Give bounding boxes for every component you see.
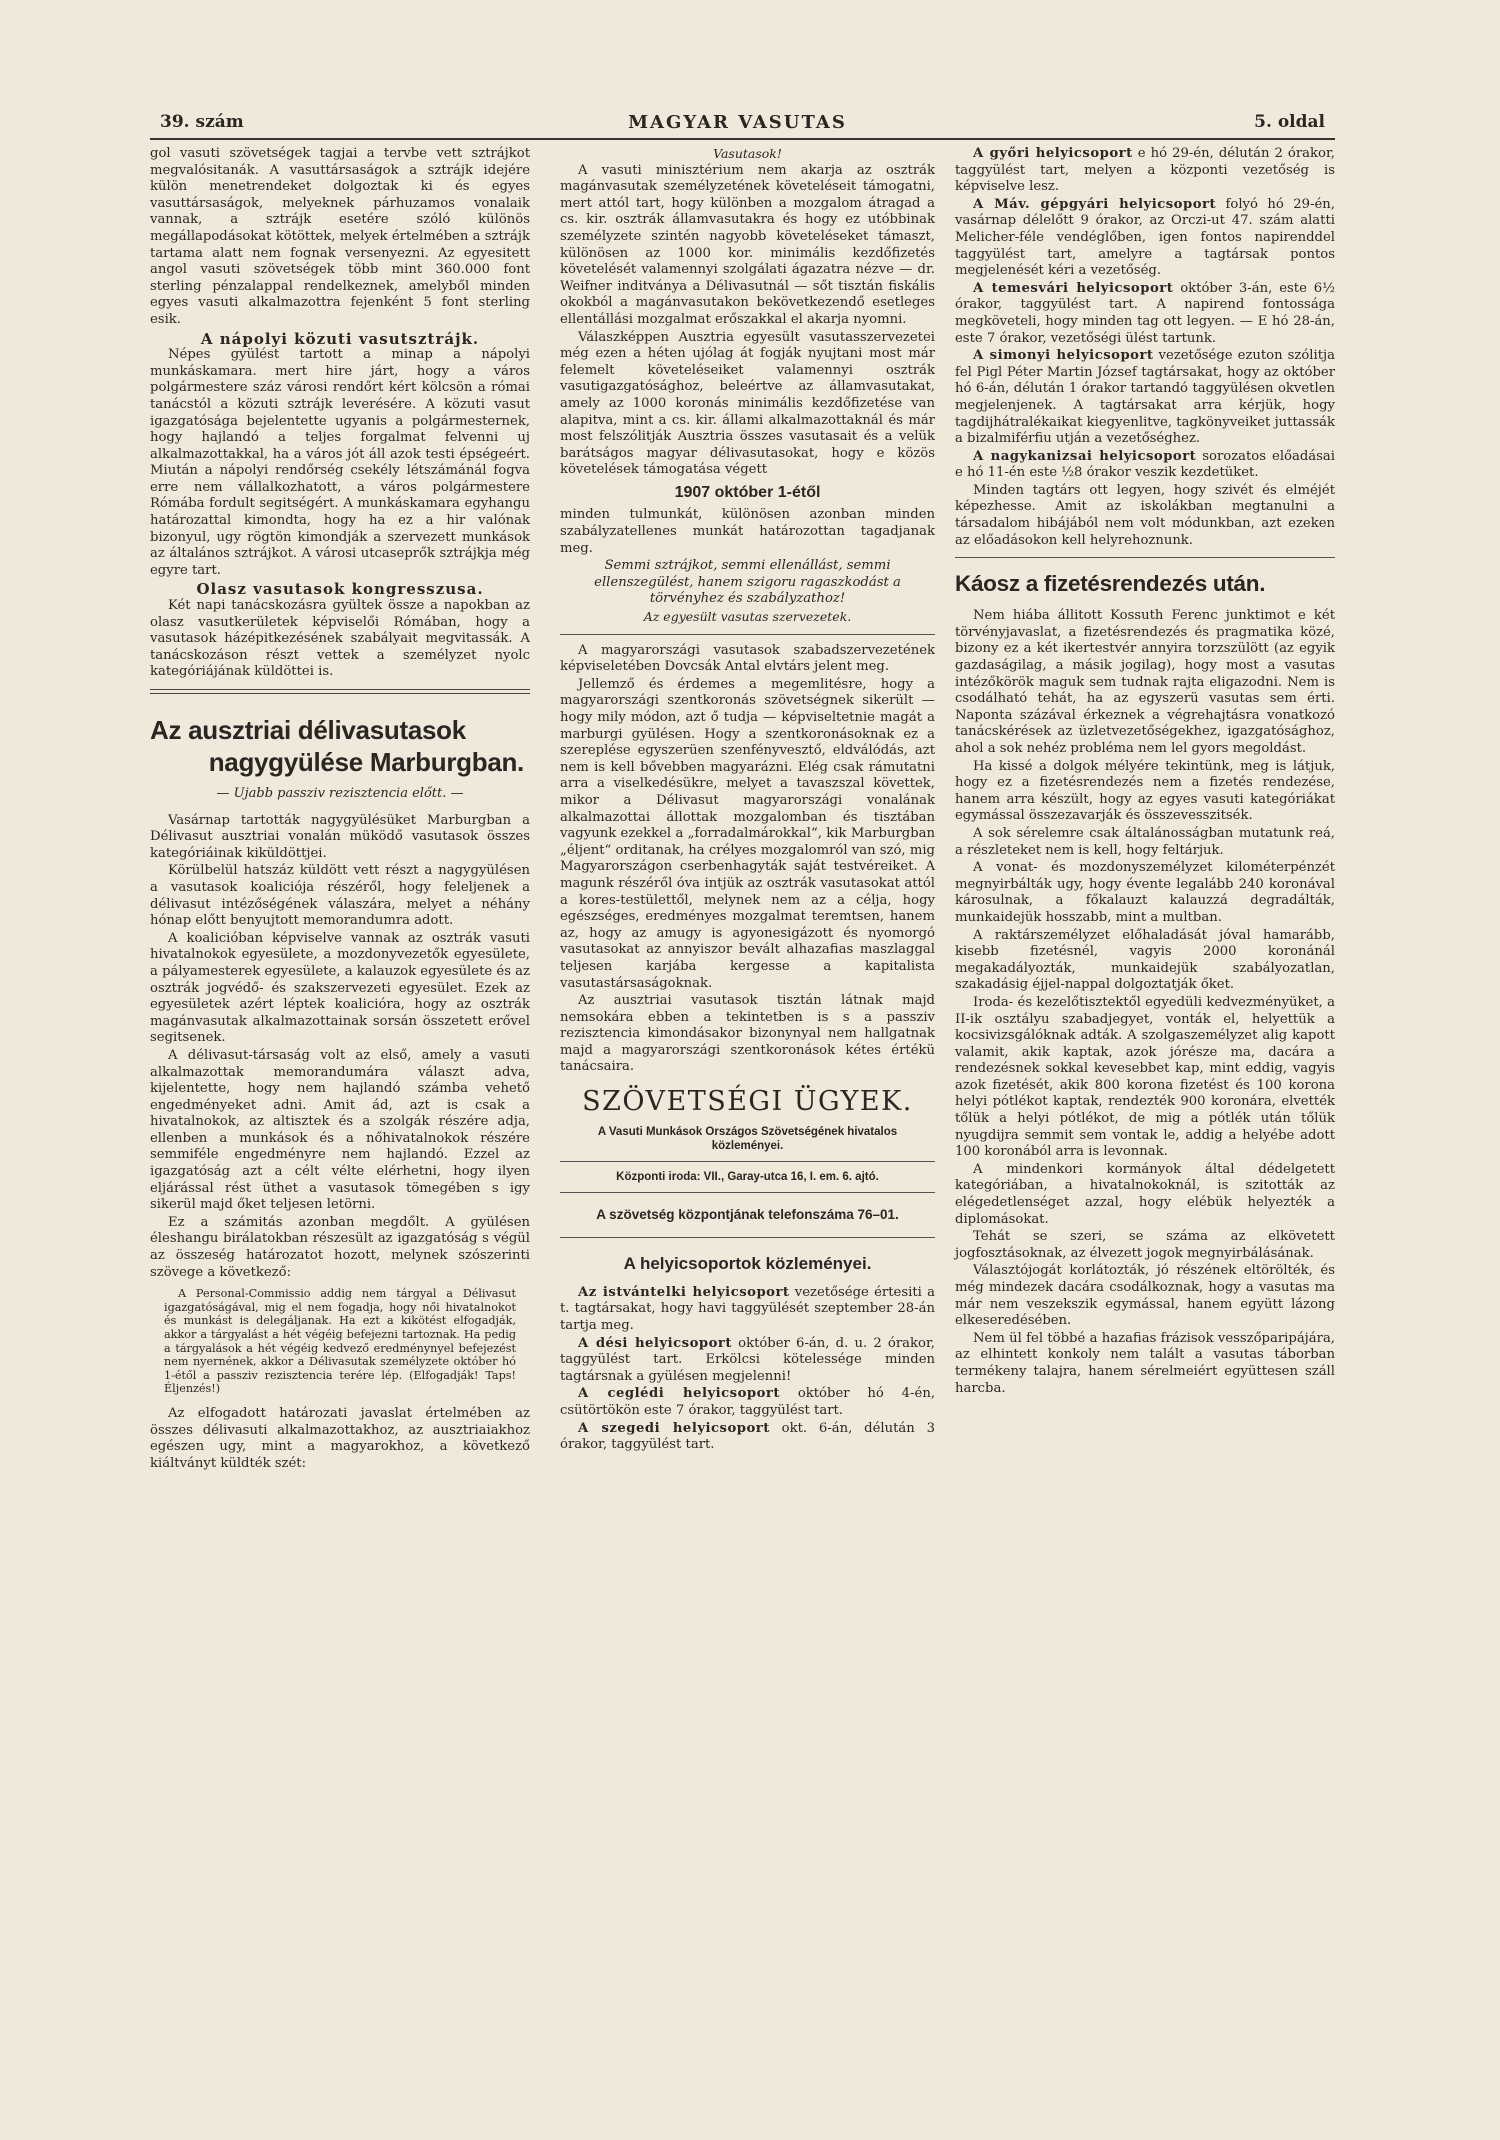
paragraph: A sok sérelemre csak általánosságban mutatunk reá, a részleteket nem is kell, hogy feltárjuk. — [955, 825, 1335, 858]
section-subtitle: A Vasuti Munkások Országos Szövetségének hivatalos közleményei. — [597, 1125, 898, 1152]
page-header — [150, 106, 1325, 136]
rule — [560, 1161, 935, 1162]
column-2 — [560, 146, 935, 1455]
group-name: A Máv. gépgyári helyicsoport — [973, 196, 1217, 212]
paragraph: A magyarországi vasutasok szabadszervezetének képviseletében Dovcsák Antal elvtárs jelent meg. — [560, 642, 935, 675]
article-dek: — Ujabb passziv rezisztencia előtt. — — [216, 786, 464, 801]
paragraph: Jellemző és érdemes a megemlitésre, hogy a magyarországi szentkoronás szövetségnek sikerült — hogy mily módon, azt ő tudja — képviseltetnie magát a marburgi gyülésen. Hogy a szentkoronásoknak ez a szereplése egyszerüen szenfényvesztő, eldválódás, azt nem is kell bővebben magyarázni. Elég csak rámutatni arra a viselkedésükre, melyet a tavaszszal követtek, mikor a Délivasut magyarországi vonalának alkalmazottai állottak mozgalomban és tisztában vagyunk ezekkel a „forradalmárokkal“, kik Marburgban „éljent“ orditanak, ha crélyes mozgalomról van szó, mig Magyarországon cserbenhagyták saját testvéreiket. A magunk részéről óva intjük az osztrák vasutasokat attól a kores-testülettől, melynek nem az a célja, hogy egészséges, eredményes mozgalmat teremtsen, hanem az, hogy az amugy is agyonesigázott és nyomorgó vasutasokat az annyiszor bevált alhazafias maszlaggal teljesen karjába kergesse a kapitalista vasutastársaságoknak. — [560, 676, 935, 991]
paragraph: Iroda- és kezelőtisztektől egyedüli kedvezményüket, a II-ik osztályu szabadjegyet, vonták el, helyettük a kocsivizsgálóknak adták. A szolgaszemélyzet alig kapott valamit, akik kaptak, azok jórésze ma, dacára a rendezésnek sokkal kevesebbet kap, mint eddig, vagyis azok fizetését, akik 800 korona fizetést és 100 korona helyi pótlékot kaptak, rendezték 900 koronára, elvették tőlük a helyi pótlékot, de mig a pótlék után tőlük nyugdijra semmit sem vontak le, addig a helyébe adott 100 koronából arra is levonnak. — [955, 994, 1335, 1160]
resolution-quote: A Personal-Commissio addig nem tárgyal a Délivasut igazgatóságával, mig el nem fogadja, hogy női hivatalnokot és munkást is delegáljanak. Ha ezt a kikötést elfogadják, akkor a tárgyalást a hét végéig befejezni tartoznak. Ha pedig a tárgyalások a hét végéig kedvező eredménynyel befejezést nem nyernének, akkor a Délivasutak személyzete október hó 1-étől a passziv rezisztencia terére lép. (Elfogadják! Taps! Éljenzés!) — [164, 1287, 516, 1396]
group-name: A dési helyicsoport — [578, 1335, 732, 1351]
group-notice: október 3-án, este 6½ órakor, taggyülést tart. A napirend fontossága megköveteli, hogy minden tag ott legyen. — E hó 28-án, este 7 órakor, vezetőségi ülést tartunk. — [955, 280, 1335, 346]
group-notice: sorozatos előadásai e hó 11-én este ½8 órakor veszik kezdetüket. — [955, 448, 1335, 481]
proclamation-salutation: Vasutasok! — [713, 146, 782, 161]
header-rule — [150, 138, 1335, 140]
paragraph: A délivasut-társaság volt az első, amely a vasuti alkalmazottak memorandumára választ adva, kijelentette, hogy nem hajlandó számba vehető engedményeket adni. Amit ád, azt is csak a hivatalnokok, az altisztek és a szolgák részére adja, ellenben a munkások és a nőhivatalnokok részére semmiféle engedményre nem hajlandó. Ezzel az igazgatóság azt a célt vélte elérhetni, hogy ilyen eljárással rést üthet a vasutasok tömegében s igy sikerül majd őket teljesen letörni. — [150, 1047, 530, 1213]
subheading-olasz: Olasz vasutasok kongresszusa. — [196, 580, 484, 599]
slogan: Semmi sztrájkot, semmi ellenállást, semmi ellenszegülést, hanem szigoru ragaszkodást a törvényhez és szabályzathoz! — [594, 558, 901, 607]
group-notice: okt. 6-án, délután 3 órakor, taggyülést tart. — [560, 1420, 935, 1453]
paragraph: Az elfogadott határozati javaslat értelmében az összes délivasuti alkalmazottakhoz, az ausztriaiakhoz egészen ugy, mint a magyarokhoz, a következő kiáltványt küldték szét: — [150, 1405, 530, 1471]
column-1 — [150, 146, 530, 1473]
rule — [955, 557, 1335, 558]
group-name: A szegedi helyicsoport — [578, 1420, 770, 1436]
newspaper-title: MAGYAR VASUTAS — [628, 112, 847, 133]
proclamation-signature: Az egyesült vasutas szervezetek. — [643, 609, 852, 625]
office-address: Központi iroda: VII., Garay-utca 16, I. em. 6. ajtó. — [616, 1170, 879, 1183]
paragraph: Népes gyülést tartott a minap a nápolyi munkáskamara. mert hire járt, hogy a város polgármestere száz városi rendőrt kért kölcsön a római tanácstól a közuti sztrájk leverésére. A közuti vasut igazgatósága bejelentette ugyanis a polgármesternek, hogy hajlandó a teljes forgalmat felvenni uj alkalmazottakkal, ha a város jót áll azok testi épségeért. Miután a nápolyi rendőrség csekély létszámánál fogva erre nem vállalkozhatott, a város polgármestere Rómába fordult segitségért. A munkáskamara egyhangu határozattal kimondta, hogy ha ez a hir valónak bizonyul, ugy rögtön kimondják a szervezett munkások az általános sztrájkot. A városi utcaseprők sztrájkja még egyre tart. — [150, 347, 530, 578]
headline-line-1: Az ausztriai délivasutasok — [150, 715, 466, 745]
issue-number: 39. szám — [160, 112, 244, 132]
group-notice: október hó 4-én, csütörtökön este 7 órakor, taggyülést tart. — [560, 1386, 936, 1418]
phone-notice: A szövetség központjának telefonszáma 76–01. — [596, 1206, 899, 1222]
group-name: A simonyi helyicsoport — [973, 348, 1154, 364]
paragraph: Körülbelül hatszáz küldött vett részt a nagygyülésen a vasutasok koaliciója részéről, hogy feleljenek a délivasut intézőségének válaszára, melyet a néhány hónap előtt benyujtott memorandumra adott. — [150, 863, 530, 929]
paragraph: minden tulmunkát, különösen azonban minden szabályzatellenes munkát határozottan tagadjanak meg. — [560, 507, 935, 556]
local-groups-heading: A helyicsoportok közleményei. — [623, 1254, 872, 1274]
date-heading: 1907 október 1-étől — [674, 483, 821, 501]
paragraph: Nem ül fel többé a hazafias frázisok vesszőparipájára, az elhintett konkoly nem talált a vasutas táborban termékeny talajra, hanem sérelmeiért együttesen száll harcba. — [955, 1330, 1335, 1396]
group-notice: vezetősége értesiti a t. tagtársakat, hogy havi taggyülését szeptember 28-án tartja meg. — [560, 1284, 935, 1334]
column-3 — [955, 146, 1335, 1398]
subheading-napoly: A nápolyi közuti vasutsztrájk. — [200, 329, 480, 348]
group-name: Az istvántelki helyicsoport — [578, 1284, 790, 1300]
paragraph: Az ausztriai vasutasok tisztán látnak majd nemsokára ebben a tekintetben is s a passziv rezisztencia kimondásakor bizonynyal nem hallgatnak majd a magyarországi szentkoronások kétes értékü tanácsaira. — [560, 993, 935, 1075]
paragraph: Ez a számitás azonban megdőlt. A gyülésen éleshangu birálatokban részesült az igazgatóság s végül az összeség határozatot hozott, melynek szószerinti szövege a következő: — [150, 1214, 530, 1280]
group-name: A ceglédi helyicsoport — [578, 1386, 780, 1402]
paragraph: Két napi tanácskozásra gyültek össze a napokban az olasz vasutkerületek képviselői Rómában, hogy a vasutasok házépitkezésének szabályait megvitassák. A tanácskozáson részt vettek a személyzet nyolc kategóriájának küldöttei is. — [150, 598, 530, 680]
section-divider — [150, 689, 530, 694]
paragraph: A mindenkori kormányok által dédelgetett kategóriában, a hivatalnokoknál, is szitották az elégedetlenséget azzal, hogy elébük helyezték a diplomásokat. — [955, 1161, 1335, 1227]
group-name: A nagykanizsai helyicsoport — [973, 448, 1197, 464]
paragraph: A vonat- és mozdonyszemélyzet kilométerpénzét megnyirbálták ugy, hogy évente legalább 240 koronával károsulnak, a főkalauzt kalauzzá degradálták, munkaidejük hosszabb, mint a multban. — [955, 860, 1335, 925]
section-title-szovetsegi: SZÖVETSÉGI ÜGYEK. — [582, 1086, 913, 1118]
article-headline — [150, 714, 530, 778]
paragraph: gol vasuti szövetségek tagjai a tervbe vett sztrájkot megvalósitanák. A vasuttársaságok a sztrájk idejére külön menetrendeket dolgoztak ki és egyes vasuttársaságok, melyeknek párhuzamos vonalaik vannak, a sztrájk esetére szóló különös megállapodásokat kötöttek, melyek értelmében a sztrájk tartama alatt nem fognak versenyezni. Az egyesitett angol vasuti szövetségek több mint 360.000 font sterling pénzalappal rendelkeznek, amelyből minden egyes vasuti alkalmazottra fejenként 5 font sterling esik. — [150, 146, 530, 327]
group-notice: október 6-án, d. u. 2 órakor, taggyülést tart. Erkölcsi kötelessége minden tagtársnak a gyülésen megjelenni! — [560, 1335, 935, 1384]
group-name: A győri helyicsoport — [973, 146, 1133, 161]
paragraph: A vasuti minisztérium nem akarja az osztrák magánvasutak személyzetének követeléseit támogatni, mert attól tart, hogy különben a mozgalom átragad a cs. kir. osztrák államvasutakra és hogy ez utóbbinak személyzete szintén nagyobb követeléseket támaszt, különösen az 1000 kor. minimális kezdőfizetés követelését valamennyi szolgálati ágazatra nézve — dr. Weifner inditványa a Délivasutnál — sőt tisztán fiskális okokból a magánvasutakon bekövetkezendő esetleges ellentállási mozgalmat erőszakkal el akarja nyomni. — [560, 162, 935, 327]
rule — [560, 1237, 935, 1238]
group-notice: folyó hó 29-én, vasárnap délelőtt 9 órakor, az Orczi-ut 47. szám alatti Melicher-féle vendéglőben, igen fontos napirenddel taggyülést tart, amelyre a tagtársak pontos megjelenését kéri a vezetőség. — [955, 196, 1335, 279]
paragraph: Ha kissé a dolgok mélyére tekintünk, meg is látjuk, hogy ez a fizetésrendezés nem a fizetés rendezése, hanem arra készült, hogy az egyes vasuti kategóriákat egymással összezavarják és összevesszitsék. — [955, 758, 1335, 824]
group-notice: vezetősége ezuton szólitja fel Pigl Péter Martin József tagtársakat, hogy az október hó 6-án, délután 1 órakor tartandó taggyülésen okvetlen megjelenjenek. A tagtársakat arra kérjük, hogy tagdijhátralékaikat kiegyenlitve, tagkönyveiket juttassák a bizalmiférfiu utján a vezetőséghez. — [955, 348, 1335, 447]
group-notice: e hó 29-én, délután 2 órakor, taggyülést tart, melyen a központi vezetőség is képviselve lesz. — [955, 146, 1335, 195]
article-headline-kaosz: Káosz a fizetésrendezés után. — [955, 571, 1266, 597]
group-name: A temesvári helyicsoport — [973, 280, 1174, 296]
paragraph: Minden tagtárs ott legyen, hogy szivét és elméjét képezhesse. Amit az iskolákban megtanulni a társadalom hibájából nem volt módunkban, azt ezeken az előadásokon kell helyrehoznunk. — [955, 482, 1335, 548]
paragraph: A koalicióban képviselve vannak az osztrák vasuti hivatalnokok egyesülete, a mozdonyvezetők egyesülete, a pályamesterek egyesülete, a kalauzok egyesülete és az osztrák jogvédő- és szakszervezeti egyesület. Ezek az egyesületek azért léptek koalicióra, hogy az osztrák magánvasutak alkalmazottainak sorsán összetett erővel segitsenek. — [150, 930, 530, 1046]
headline-line-2: nagygyülése Marburgban. — [208, 747, 524, 777]
paragraph: Válaszképpen Ausztria egyesült vasutasszervezetei még ezen a héten ujólag át fogják nyujtani most már felemelt követeléseiket valamennyi osztrák vasutigazgatósághoz, beleértve az államvasutakat, amely az 1000 koronás minimális kezdőfizetése van alapitva, mint a cs. kir. állami alkalmazottaknál és már most felszólitják Ausztria összes vasutasait és a velük barátságos magyar délivasutasokat, hogy e közös követelések támogatása végett — [560, 329, 935, 478]
paragraph: Választójogát korlátozták, jó részének eltörölték, és még mindezek dacára csodálkoznak, hogy a vasutas ma már nem veszekszik egymással, hanem együtt lázong elkeseredésében. — [955, 1263, 1335, 1329]
paragraph: Vasárnap tartották nagygyülésüket Marburgban a Délivasut ausztriai vonalán müködő vasutasok összes kategóriáinak kiküldöttjei. — [150, 812, 530, 861]
rule — [560, 1192, 935, 1193]
rule — [560, 634, 935, 635]
paragraph: Nem hiába állitott Kossuth Ferenc junktimot e két törvényjavaslat, a fizetésrendezés és pragmatika közé, bizony ez a két ikertestvér annyira torzszülött (az egyik gazdaságilag, a másik jogilag), hogy most a vasutas intézőkörök maguk sem tudnak rajta eligazodni. Nem is csodálható tehát, ha az egyszerü vasutas sem érti. Naponta százával érkeznek a végrehajtásra vonatkozó tanácskérések az üzletvezetőségekhez, igazgatósághoz, ahol a sok nehéz probléma nem lel gyors megoldást. — [955, 608, 1335, 756]
paragraph: A raktárszemélyzet előhaladását jóval hamarább, kisebb fizetésnél, vagyis 2000 koronánál megakadályozták, munkaidejük szabályozatlan, szakadásig éjjel-nappal dolgoztatják őket. — [955, 927, 1335, 993]
paragraph: Tehát se szeri, se száma az elkövetett jogfosztásoknak, az élvezett jogok megnyirbálásának. — [955, 1229, 1335, 1261]
page-number: 5. oldal — [1254, 112, 1325, 132]
